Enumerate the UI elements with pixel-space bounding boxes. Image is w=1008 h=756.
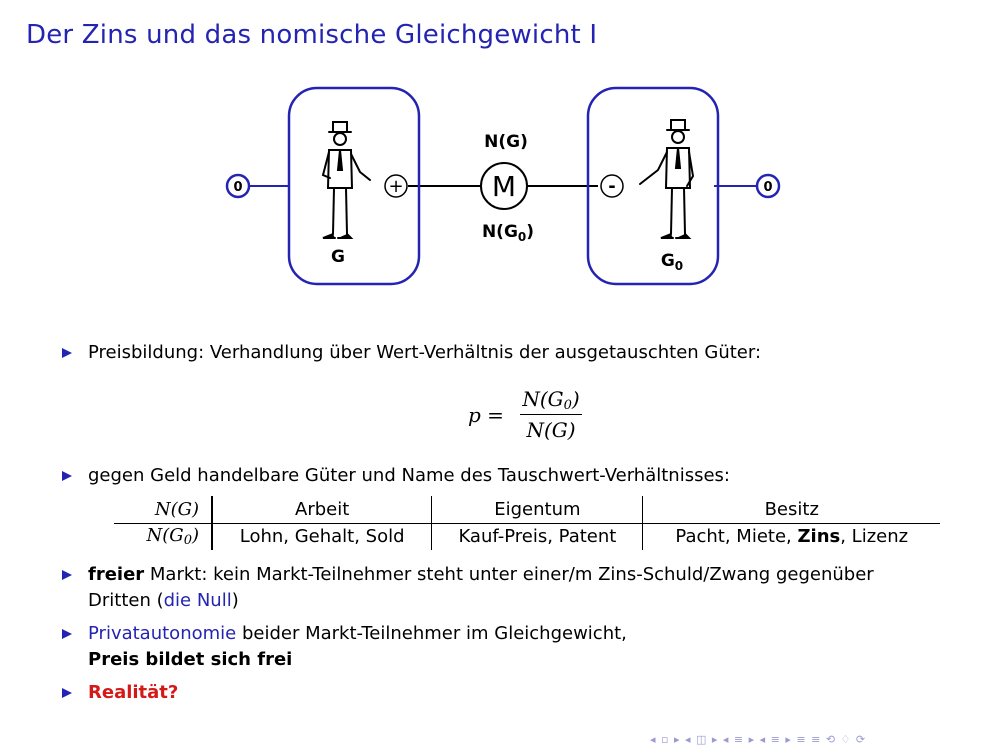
- left-person-icon: [323, 122, 370, 238]
- bullet-text: freier Markt: kein Markt-Teilnehmer steht unter einer/m Zins-Schuld/Zwang gegenüber: [88, 564, 874, 585]
- table-row: [114, 496, 940, 523]
- beamer-navigation[interactable]: ◂ ▫ ▸ ◂ ◫ ▸ ◂ ≡ ▸ ◂ ≡ ▸ ≡ ≡ ⟲ ♢ ⟳: [650, 733, 867, 746]
- formula-numerator: $N(G_0)$: [522, 387, 580, 413]
- bullet-text: Realität?: [88, 682, 179, 703]
- left-zero-label: 0: [233, 180, 243, 195]
- bullet-triangle-icon: [62, 471, 72, 481]
- right-zero-label: 0: [763, 180, 773, 195]
- die-null-link[interactable]: die Null: [163, 590, 232, 611]
- table-cell: Besitz: [643, 496, 940, 523]
- slide-title: Der Zins und das nomische Gleichgewicht I: [26, 20, 598, 50]
- fraction-bar: [520, 414, 582, 415]
- table-cell: Arbeit: [212, 496, 432, 523]
- table-row: [114, 523, 940, 550]
- formula-denominator: N(G): [526, 418, 576, 442]
- exchange-value-table: [114, 496, 940, 550]
- bullet-freier-markt: [62, 562, 874, 614]
- bullet-text-line2: Preis bildet sich frei: [88, 649, 293, 670]
- exchange-diagram: [0, 0, 1008, 320]
- formula-lhs: p =: [468, 403, 504, 427]
- right-person-icon: [640, 120, 693, 238]
- bullet-text: Preisbildung: Verhandlung über Wert-Verhältnis der ausgetauschten Güter:: [88, 342, 762, 363]
- bullet-preisbildung: [62, 340, 761, 366]
- table-head-ng0: $N(G_0)$: [114, 523, 212, 550]
- table-cell: Lohn, Gehalt, Sold: [212, 523, 432, 550]
- top-label-ng: N(G): [484, 132, 528, 152]
- bullet-realitaet: [62, 680, 178, 706]
- right-party-label: $G_0$: [660, 251, 684, 273]
- bullet-text: gegen Geld handelbare Güter und Name des Tauschwert-Verhältnisses:: [88, 465, 730, 486]
- formula-fraction: [520, 385, 582, 444]
- bottom-label-ng0: $N(G_0)$: [481, 222, 535, 244]
- bullet-text: Privatautonomie beider Markt-Teilnehmer im Gleichgewicht,: [88, 623, 627, 644]
- bullet-text-line2: Dritten (die Null): [88, 590, 239, 611]
- bullet-triangle-icon: [62, 348, 72, 358]
- left-party-label: G: [331, 247, 345, 267]
- table-head-ng: N(G): [114, 496, 212, 523]
- bullet-triangle-icon: [62, 570, 72, 580]
- bullet-triangle-icon: [62, 688, 72, 698]
- plus-sign-label: +: [388, 176, 404, 197]
- table-cell: Kauf-Preis, Patent: [432, 523, 643, 550]
- bullet-triangle-icon: [62, 629, 72, 639]
- privatautonomie-link[interactable]: Privatautonomie: [88, 623, 237, 644]
- minus-sign-label: -: [608, 176, 616, 197]
- table-cell: Pacht, Miete, Zins, Lizenz: [675, 526, 909, 548]
- table-cell: Eigentum: [432, 496, 643, 523]
- money-symbol: M: [491, 170, 517, 203]
- bullet-privatautonomie: [62, 621, 627, 673]
- bullet-tauschwert: [62, 463, 730, 489]
